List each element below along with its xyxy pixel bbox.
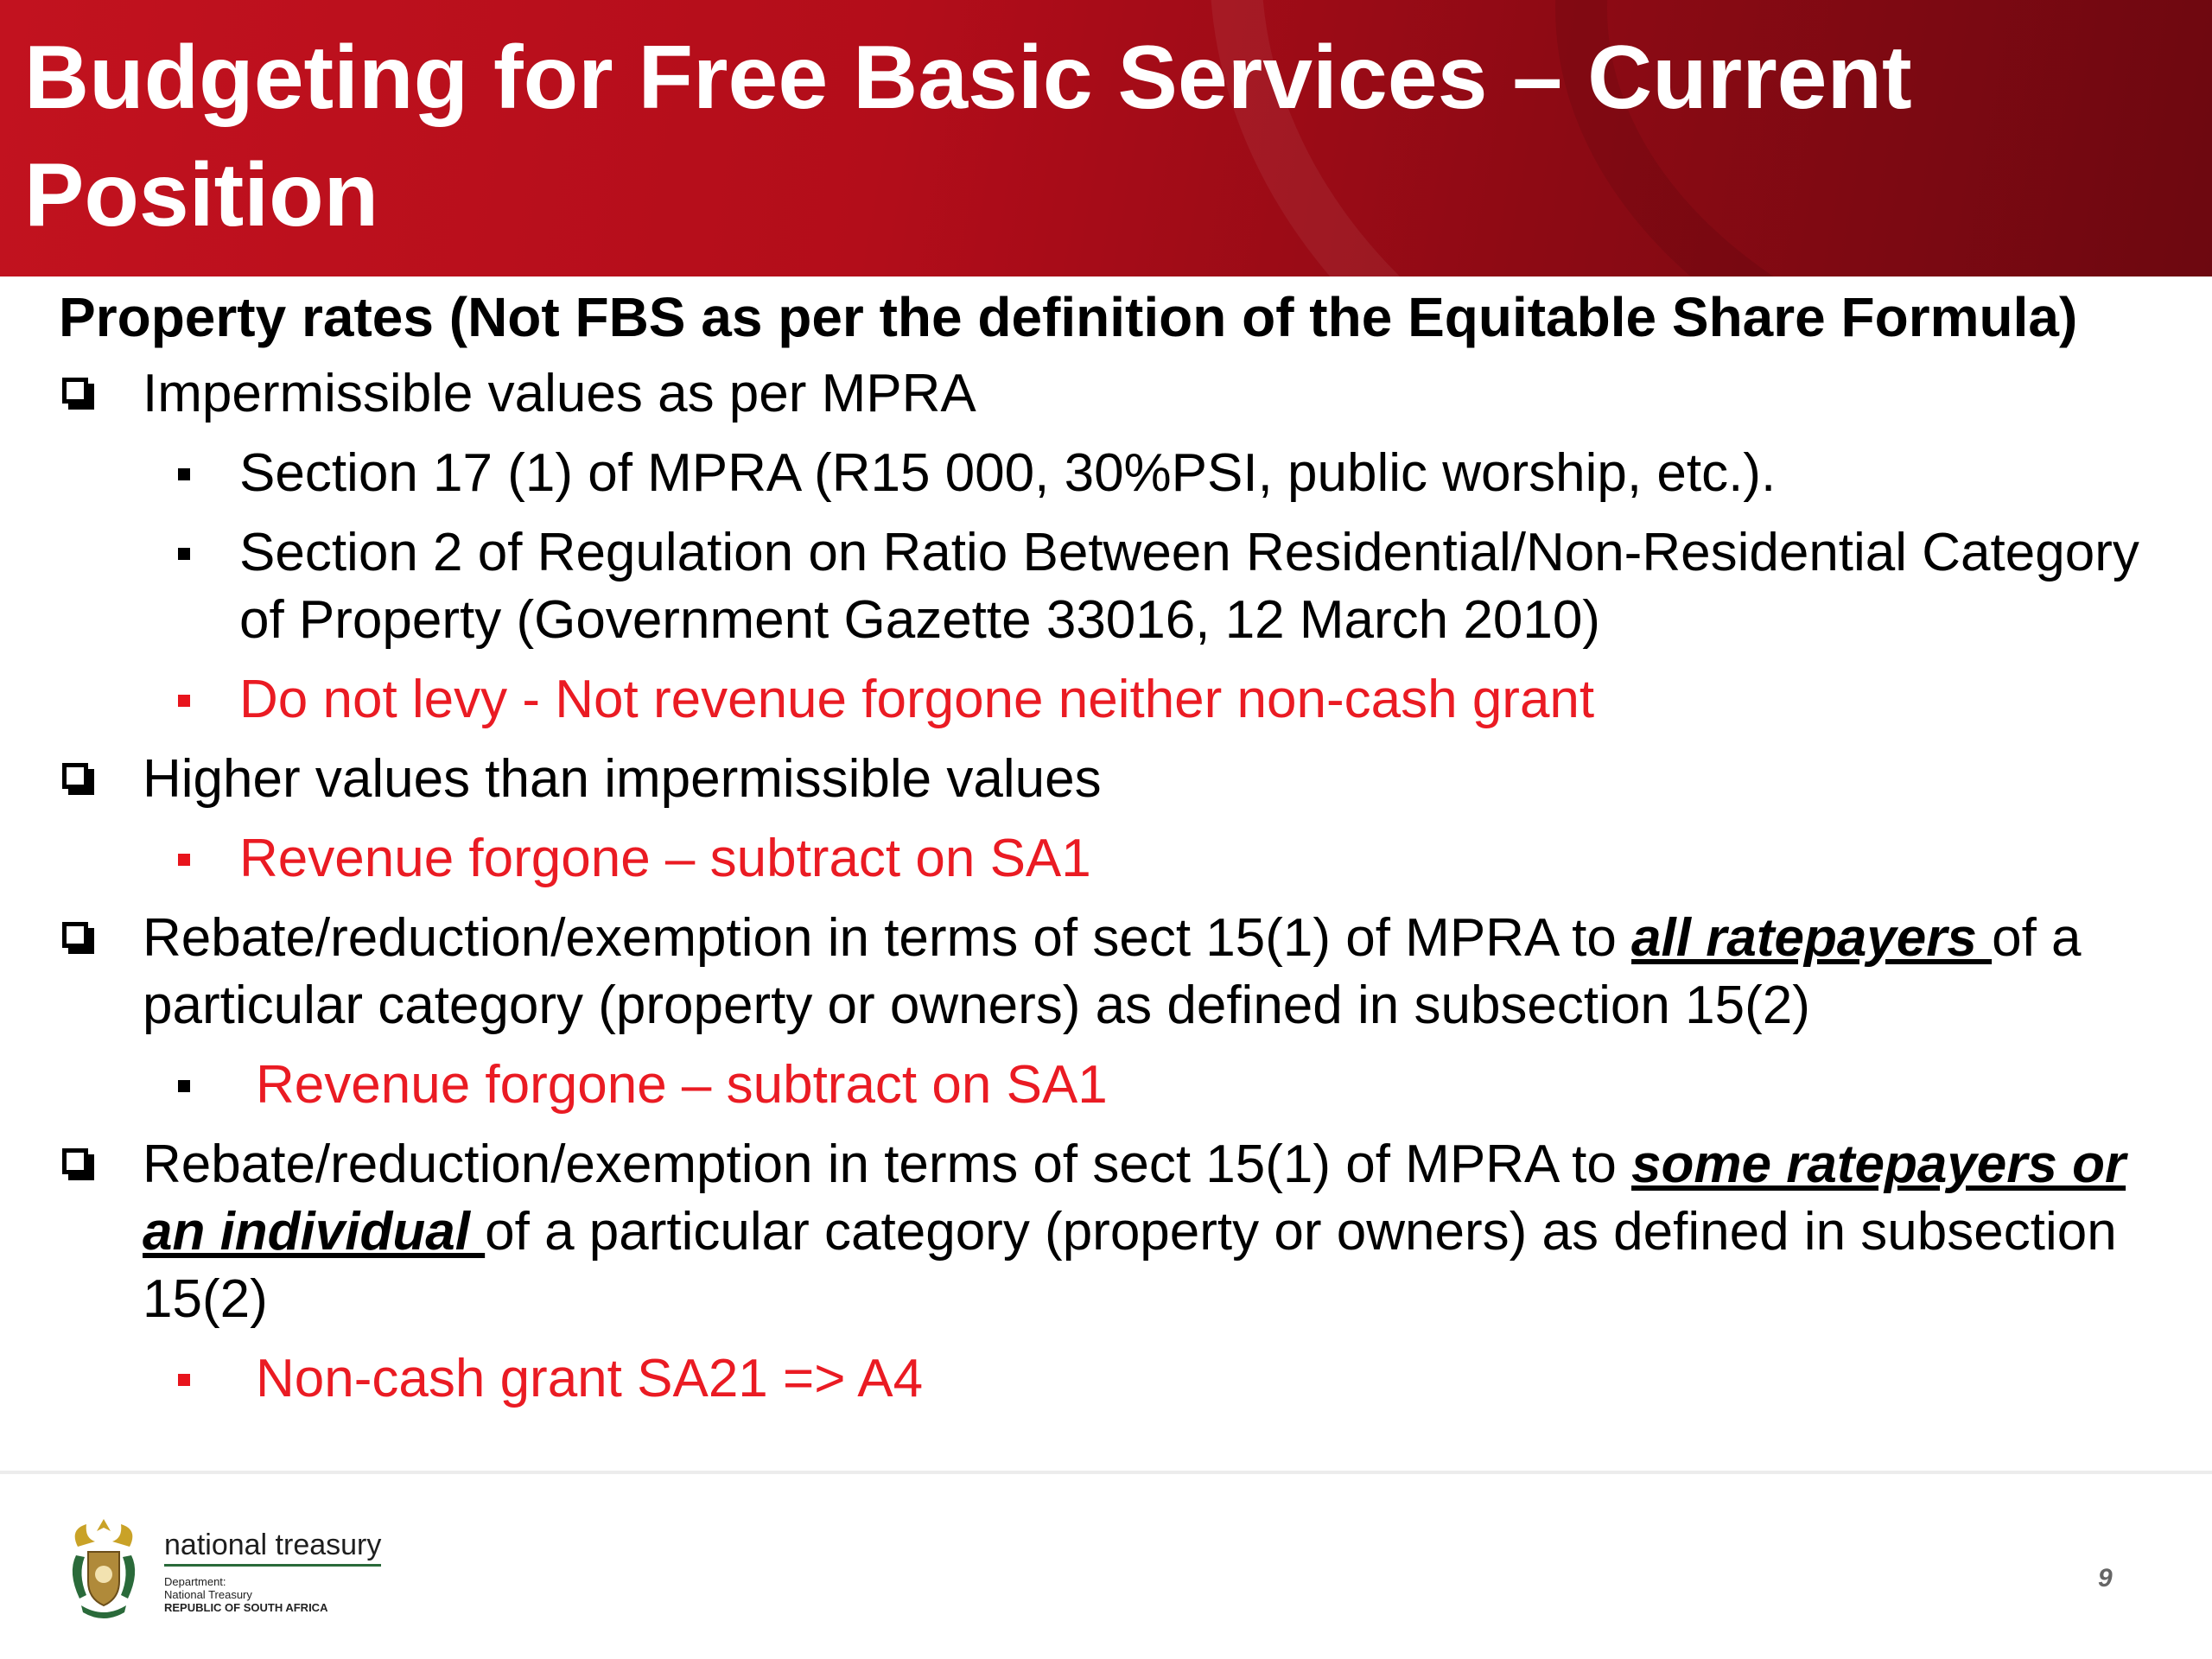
- sub-bullet-text: Revenue forgone – subtract on SA1: [239, 829, 1091, 888]
- bullet-text: Higher values than impermissible values: [143, 749, 1102, 809]
- sub-bullet-item: [59, 1052, 2167, 1119]
- bullet-item: [59, 1131, 2167, 1333]
- bullet-item: [59, 905, 2167, 1039]
- sub-bullet-text: Do not levy - Not revenue forgone neither non-cash grant: [239, 670, 1595, 729]
- coat-of-arms-logo: [60, 1512, 147, 1624]
- square-bullet-icon: [178, 1374, 190, 1386]
- sub-bullet-item: [59, 666, 2167, 734]
- sub-bullet-item: [59, 825, 2167, 893]
- logo-department: Department:: [164, 1575, 226, 1588]
- bullet-text-before: Rebate/reduction/exemption in terms of sect 15(1) of MPRA to: [143, 908, 1632, 968]
- sub-bullet-item: [59, 519, 2167, 654]
- bullet-emphasis: all ratepayers: [1631, 908, 1993, 968]
- bullet-item: [59, 746, 2167, 813]
- checkbox-bullet-icon: [62, 763, 88, 789]
- checkbox-bullet-icon: [62, 922, 88, 948]
- sub-bullet-text: Revenue forgone – subtract on SA1: [256, 1055, 1108, 1115]
- bullet-text-after: of a particular category (property or owners) as defined in subsection 15(2): [143, 1202, 2117, 1329]
- sub-bullet-text: Non-cash grant SA21 => A4: [256, 1349, 924, 1408]
- checkbox-bullet-icon: [62, 378, 88, 404]
- sub-bullet-item: [59, 440, 2167, 507]
- square-bullet-icon: [178, 1080, 190, 1092]
- bullet-emphasis: some ratepayers or an individual: [143, 1135, 2126, 1262]
- bullet-item: [59, 360, 2167, 428]
- square-bullet-icon: [178, 695, 190, 707]
- page-number: 9: [2098, 1564, 2113, 1592]
- sub-bullet-text: Section 17 (1) of MPRA (R15 000, 30%PSI, public worship, etc.).: [239, 443, 1777, 503]
- slide-title: Budgeting for Free Basic Services – Current Position: [24, 28, 1912, 245]
- bullet-text-after: of a particular category (property or owners) as defined in subsection 15(2): [143, 908, 2082, 1035]
- slide-body: [59, 281, 2167, 1425]
- logo-text-block: [164, 1528, 381, 1614]
- bullet-text-before: Rebate/reduction/exemption in terms of sect 15(1) of MPRA to: [143, 1135, 1632, 1194]
- bullet-text: Impermissible values as per MPRA: [143, 364, 976, 423]
- sub-bullet-text: Section 2 of Regulation on Ratio Between Residential/Non-Residential Category of Property (Government Gazette 33016, 12 March 2010): [239, 523, 2139, 650]
- footer-divider: [0, 1471, 2212, 1474]
- title-banner: [0, 0, 2212, 276]
- logo-country: REPUBLIC OF SOUTH AFRICA: [164, 1601, 328, 1614]
- logo-name: national treasury: [164, 1528, 381, 1567]
- section-heading: Property rates (Not FBS as per the definition of the Equitable Share Formula): [59, 286, 2078, 348]
- checkbox-bullet-icon: [62, 1148, 88, 1174]
- square-bullet-icon: [178, 468, 190, 480]
- logo-treasury: National Treasury: [164, 1588, 252, 1601]
- sub-bullet-item: [59, 1345, 2167, 1413]
- square-bullet-icon: [178, 854, 190, 866]
- square-bullet-icon: [178, 548, 190, 560]
